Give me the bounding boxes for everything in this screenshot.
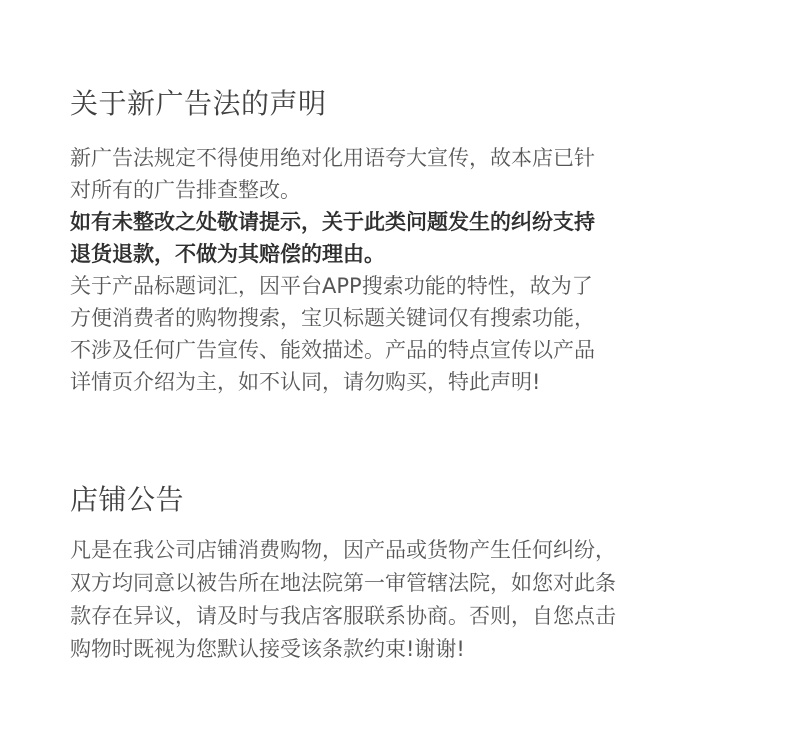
notice-line: 凡是在我公司店铺消费购物，因产品或货物产生任何纠纷，	[70, 538, 616, 562]
declaration-line-emphasis: 退货退款，不做为其赔偿的理由。	[70, 242, 385, 266]
notice-title: 店铺公告	[70, 483, 185, 516]
declaration-body	[70, 142, 770, 398]
ad-law-declaration-section	[70, 84, 770, 398]
shop-notice-section	[70, 480, 770, 666]
declaration-line: 不涉及任何广告宣传、能效描述。产品的特点宣传以产品	[70, 338, 595, 362]
notice-line: 款存在异议，请及时与我店客服联系协商。否则，自您点击	[70, 604, 616, 628]
notice-line: 购物时既视为您默认接受该条款约束!谢谢!	[70, 637, 465, 661]
declaration-line: 详情页介绍为主，如不认同，请勿购买，特此声明!	[70, 370, 541, 394]
declaration-title: 关于新广告法的声明	[70, 87, 327, 120]
declaration-line: 对所有的广告排查整改。	[70, 178, 301, 202]
declaration-line-emphasis: 如有未整改之处敬请提示，关于此类问题发生的纠纷支持	[70, 210, 595, 234]
declaration-line: 新广告法规定不得使用绝对化用语夸大宣传，故本店已针	[70, 146, 595, 170]
notice-body	[70, 534, 770, 666]
declaration-line: 方便消费者的购物搜索，宝贝标题关键词仅有搜索功能，	[70, 306, 595, 330]
notice-line: 双方均同意以被告所在地法院第一审管辖法院，如您对此条	[70, 571, 616, 595]
declaration-line: 关于产品标题词汇，因平台APP搜索功能的特性，故为了	[70, 274, 593, 298]
